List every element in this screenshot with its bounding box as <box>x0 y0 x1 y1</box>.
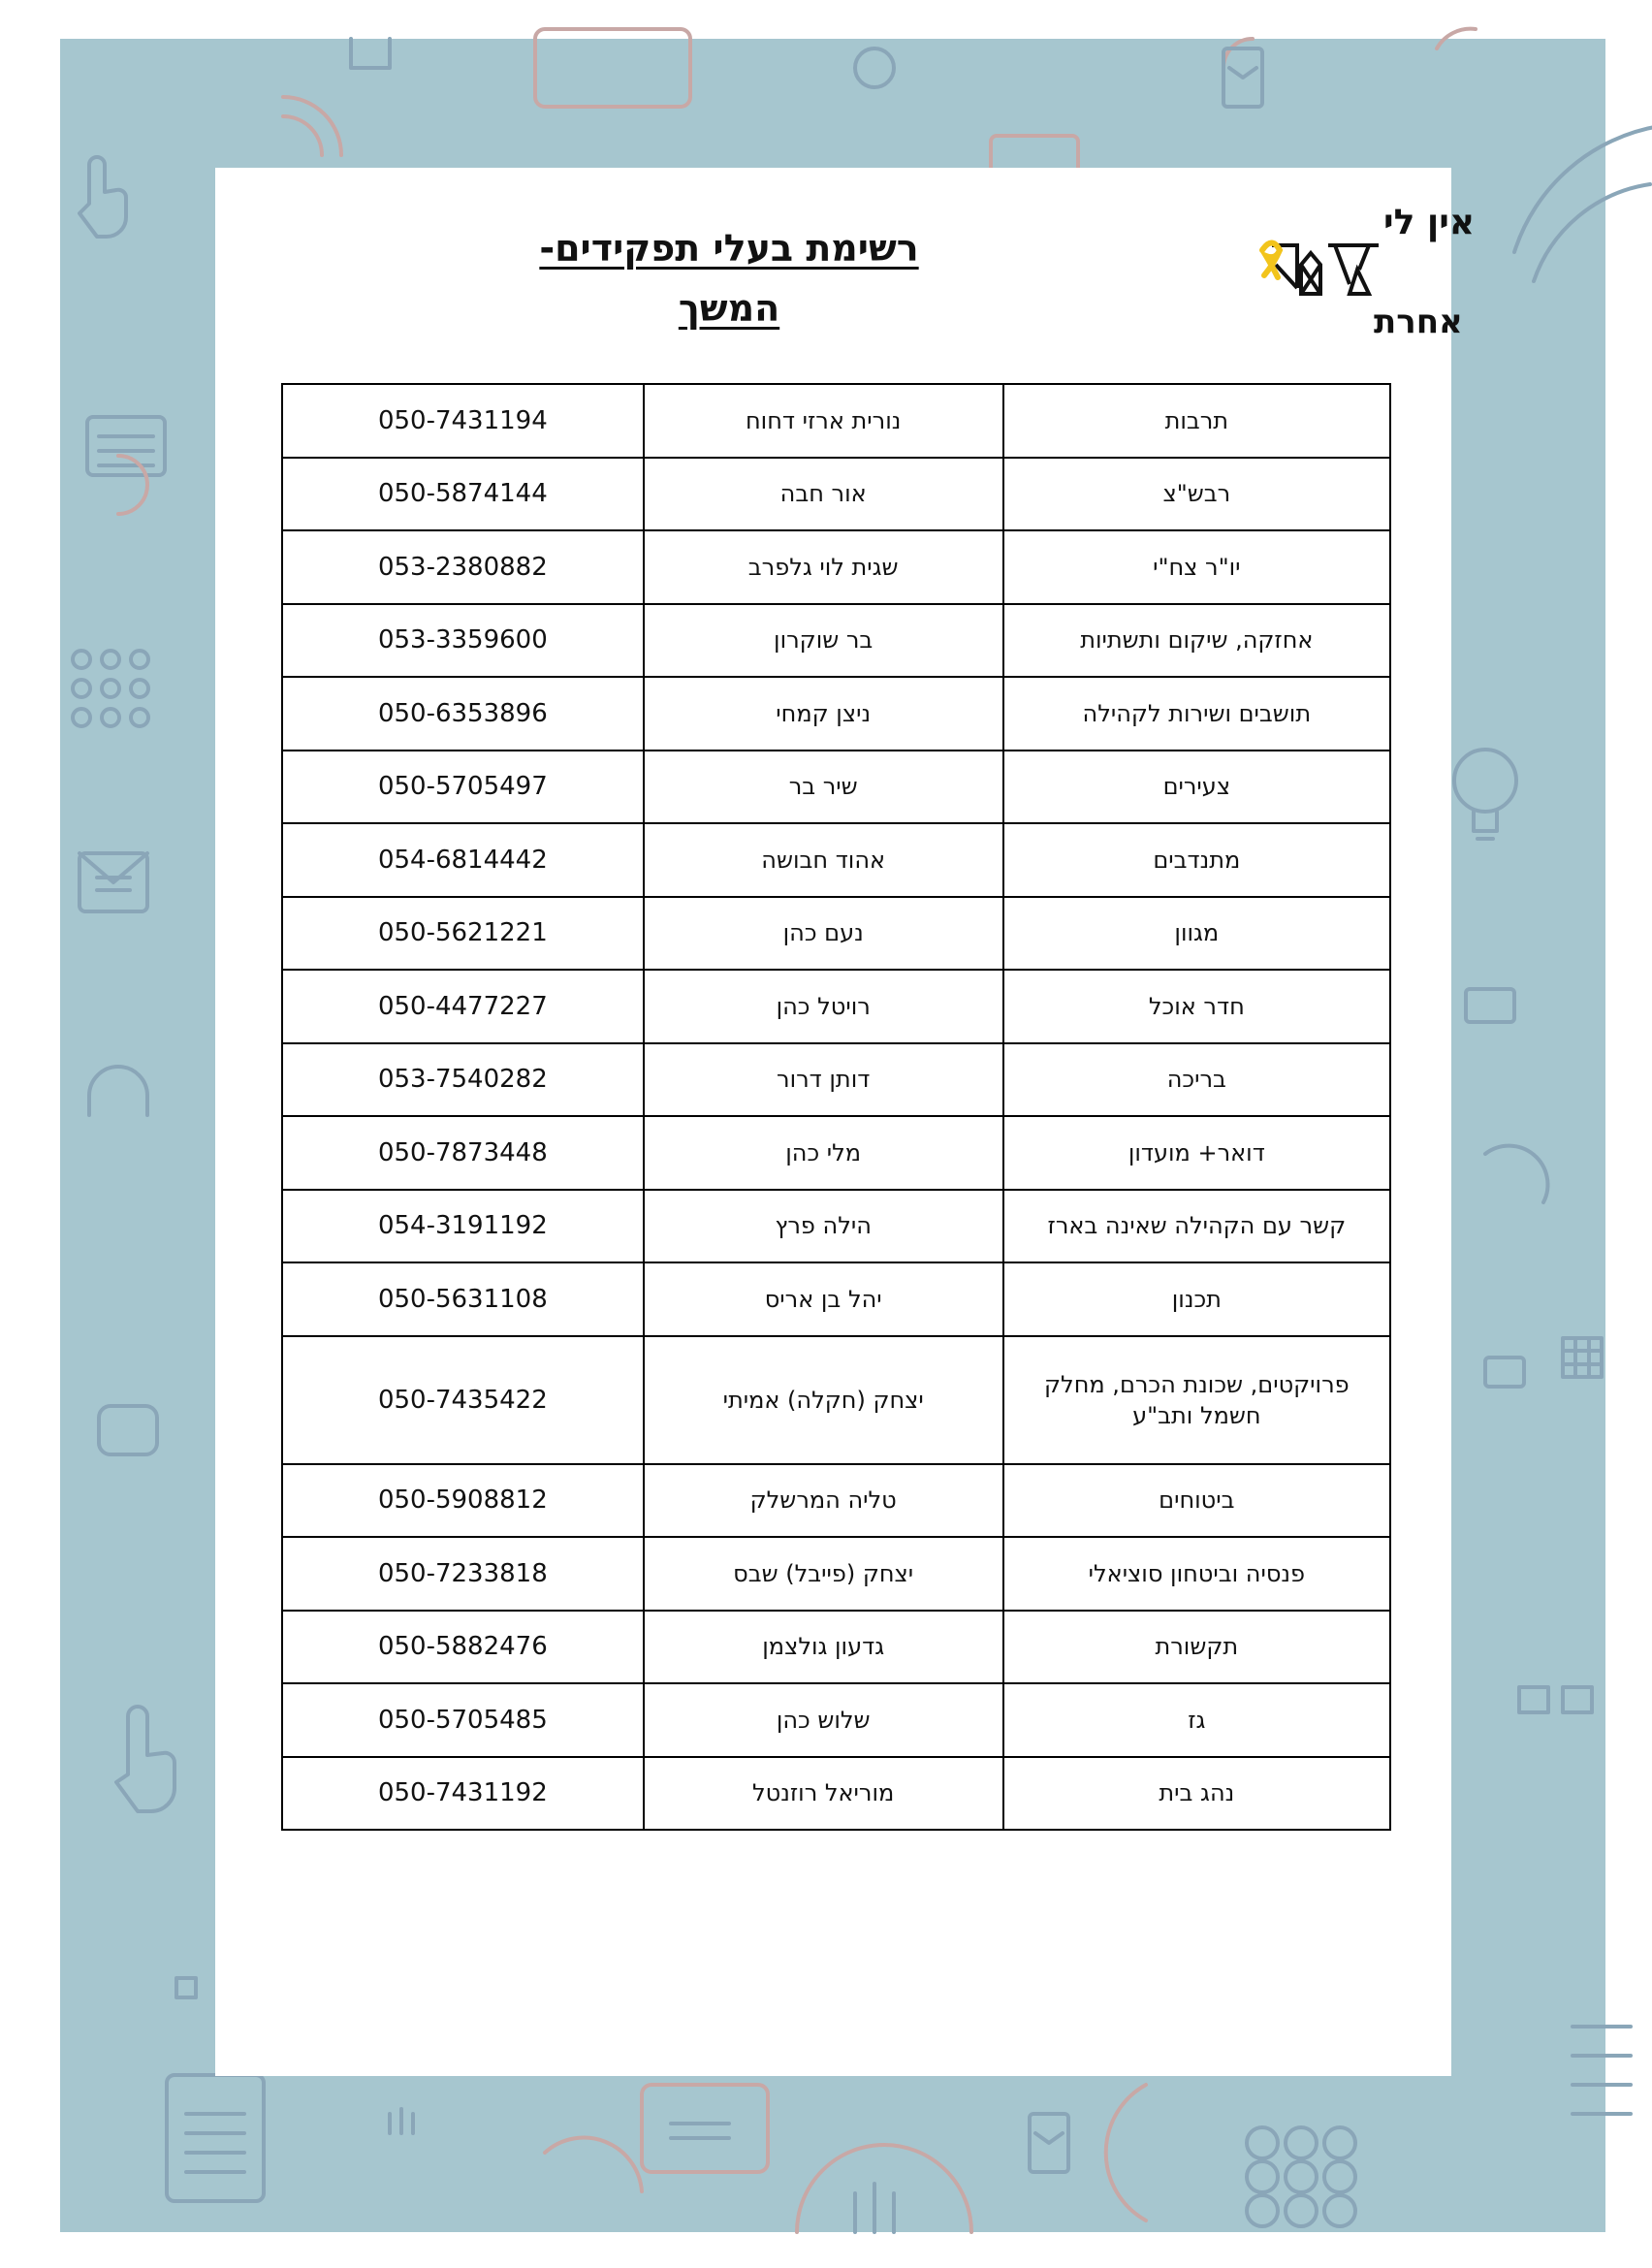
name-cell: יהל בן אריס <box>644 1262 1003 1336</box>
table-row <box>282 1757 1390 1831</box>
phone-cell: 050-7873448 <box>282 1116 644 1190</box>
table-row <box>282 1116 1390 1190</box>
name-cell: רויטל כהן <box>644 970 1003 1043</box>
role-cell: ביטוחים <box>1003 1464 1390 1538</box>
role-cell: יו"ר צח"י <box>1003 530 1390 604</box>
title-line-2: המשך <box>678 287 780 330</box>
name-cell: גדעון גולצמן <box>644 1611 1003 1684</box>
role-cell: בריכה <box>1003 1043 1390 1117</box>
phone-cell: 050-5705497 <box>282 751 644 824</box>
role-cell: פנסיה וביטחון סוציאלי <box>1003 1537 1390 1611</box>
name-cell: אור חבה <box>644 458 1003 531</box>
name-cell: שיר בר <box>644 751 1003 824</box>
community-logo <box>1243 197 1476 342</box>
table-row <box>282 1190 1390 1263</box>
name-cell: מוריאל רוזנטל <box>644 1757 1003 1831</box>
role-cell: מתנדבים <box>1003 823 1390 897</box>
table-row <box>282 751 1390 824</box>
svg-text:אין לי: אין לי <box>1383 203 1476 242</box>
role-cell: תרבות <box>1003 384 1390 458</box>
phone-cell: 050-5874144 <box>282 458 644 531</box>
phone-cell: 050-5631108 <box>282 1262 644 1336</box>
role-cell: פרויקטים, שכונת הכרם, מחלק חשמל ותב"ע <box>1003 1336 1390 1464</box>
phone-cell: 050-7431194 <box>282 384 644 458</box>
table-row <box>282 1537 1390 1611</box>
role-holders-table <box>281 383 1391 1831</box>
title-line-1: רשימת בעלי תפקידים- <box>539 227 919 270</box>
phone-cell: 050-7431192 <box>282 1757 644 1831</box>
phone-cell: 053-7540282 <box>282 1043 644 1117</box>
name-cell: שגית לוי גלפרב <box>644 530 1003 604</box>
svg-text:אחרת: אחרת <box>1374 303 1463 341</box>
role-cell: תושבים ושירות לקהילה <box>1003 677 1390 751</box>
table-row <box>282 530 1390 604</box>
role-cell: גז <box>1003 1683 1390 1757</box>
table-body <box>282 384 1390 1830</box>
role-cell: צעירים <box>1003 751 1390 824</box>
name-cell: נורית ארזי דחוח <box>644 384 1003 458</box>
table-row <box>282 1683 1390 1757</box>
phone-cell: 053-2380882 <box>282 530 644 604</box>
name-cell: טליה המרשלק <box>644 1464 1003 1538</box>
table-row <box>282 458 1390 531</box>
name-cell: בר שוקרון <box>644 604 1003 678</box>
role-cell: דואר+ מועדון <box>1003 1116 1390 1190</box>
role-cell: קשר עם הקהילה שאינה בארז <box>1003 1190 1390 1263</box>
phone-cell: 054-6814442 <box>282 823 644 897</box>
table-row <box>282 1043 1390 1117</box>
document-card <box>215 168 1476 2076</box>
phone-cell: 050-7233818 <box>282 1537 644 1611</box>
name-cell: יצחק (חקלה) אמיתי <box>644 1336 1003 1464</box>
role-cell: אחזקה, שיקום ותשתיות <box>1003 604 1390 678</box>
name-cell: מלי כהן <box>644 1116 1003 1190</box>
role-cell: חדר אוכל <box>1003 970 1390 1043</box>
phone-cell: 050-5621221 <box>282 897 644 971</box>
phone-cell: 050-5705485 <box>282 1683 644 1757</box>
phone-cell: 050-6353896 <box>282 677 644 751</box>
name-cell: שלוש כהן <box>644 1683 1003 1757</box>
phone-cell: 050-5882476 <box>282 1611 644 1684</box>
table-row <box>282 823 1390 897</box>
table-row <box>282 897 1390 971</box>
table-row <box>282 970 1390 1043</box>
name-cell: יצחק (פייבל) שבס <box>644 1537 1003 1611</box>
role-cell: תכנון <box>1003 1262 1390 1336</box>
table-row <box>282 1336 1390 1464</box>
table-row <box>282 677 1390 751</box>
name-cell: הילה פרץ <box>644 1190 1003 1263</box>
name-cell: ניצן קמחי <box>644 677 1003 751</box>
phone-cell: 050-4477227 <box>282 970 644 1043</box>
role-cell: תקשורת <box>1003 1611 1390 1684</box>
table-row <box>282 1611 1390 1684</box>
role-cell: מגוון <box>1003 897 1390 971</box>
name-cell: דותן דרור <box>644 1043 1003 1117</box>
phone-cell: 050-7435422 <box>282 1336 644 1464</box>
name-cell: נעם כהן <box>644 897 1003 971</box>
phone-cell: 054-3191192 <box>282 1190 644 1263</box>
name-cell: אהוד חבושה <box>644 823 1003 897</box>
phone-cell: 050-5908812 <box>282 1464 644 1538</box>
table-row <box>282 1464 1390 1538</box>
role-cell: נהג בית <box>1003 1757 1390 1831</box>
page-title <box>487 218 971 338</box>
role-cell: רבש"צ <box>1003 458 1390 531</box>
phone-cell: 053-3359600 <box>282 604 644 678</box>
table-row <box>282 1262 1390 1336</box>
table-row <box>282 604 1390 678</box>
table-row <box>282 384 1390 458</box>
